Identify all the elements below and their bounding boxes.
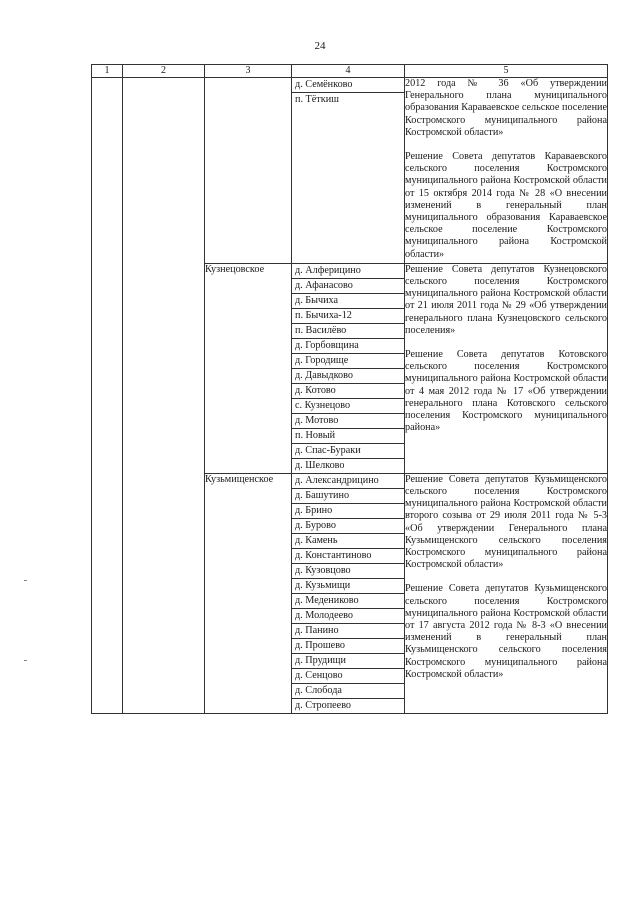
settlement-name: Кузнецовское	[205, 263, 292, 473]
margin-mark	[24, 660, 27, 661]
village-item: д. Городище	[292, 354, 404, 369]
document-reference: Решение Совета депутатов Кузьмищенского сельского поселения Костромского муниципального района Костромской области второго созыва от 29 июля 2011 года № 5-3 «Об утверждении Генерального плана Кузьмищенского сельского поселения Костромского муниципального района Костромской области»	[405, 473, 607, 571]
document-reference: Решение Совета депутатов Кузнецовского сельского поселения Костромского муниципального района Костромской области от 21 июля 2011 года № 29 «Об утверждении генерального плана Кузнецовского сельского поселения»	[405, 263, 607, 336]
village-item: д. Горбовщина	[292, 339, 404, 354]
column-header-4: 4	[292, 65, 405, 78]
village-item: д. Медениково	[292, 594, 404, 609]
margin-mark	[24, 580, 27, 581]
village-item: д. Бычиха	[292, 294, 404, 309]
table-row	[92, 78, 608, 264]
cell-number	[92, 78, 123, 714]
village-item: д. Александрицино	[292, 474, 404, 489]
village-item: д. Башутино	[292, 489, 404, 504]
village-item: д. Молодеево	[292, 609, 404, 624]
village-item: д. Кузовцово	[292, 564, 404, 579]
settlements-table	[91, 64, 608, 714]
documents-cell	[405, 78, 608, 264]
document-reference: Решение Совета депутатов Кузьмищенского сельского поселения Костромского муниципального района Костромской области от 17 августа 2012 года № 8-3 «О внесении изменений в генеральный план Кузьмищенского сельского поселения Костромского муниципального района Костромской области»	[405, 583, 607, 680]
village-list	[292, 474, 404, 713]
column-header-5: 5	[405, 65, 608, 78]
village-item: п. Василёво	[292, 324, 404, 339]
village-item: д. Прошево	[292, 639, 404, 654]
village-list-cell	[292, 78, 405, 264]
documents-cell	[405, 263, 608, 473]
village-item: д. Алферицино	[292, 264, 404, 279]
village-item: д. Мотово	[292, 414, 404, 429]
village-item: д. Спас-Бураки	[292, 444, 404, 459]
village-item: д. Константиново	[292, 549, 404, 564]
village-item: п. Бычиха-12	[292, 309, 404, 324]
column-header-3: 3	[205, 65, 292, 78]
village-item: д. Котово	[292, 384, 404, 399]
village-item: п. Тёткиш	[295, 94, 339, 105]
village-item: д. Стропеево	[295, 699, 352, 711]
village-list-cell	[292, 263, 405, 473]
village-item: д. Камень	[292, 534, 404, 549]
village-item: д. Слобода	[292, 684, 404, 699]
village-item: д. Шелково	[295, 459, 345, 471]
village-item: д. Афанасово	[292, 279, 404, 294]
column-header-row	[92, 65, 608, 78]
village-item: д. Сенцово	[292, 669, 404, 684]
column-header-2: 2	[123, 65, 205, 78]
village-item: д. Панино	[292, 624, 404, 639]
document-reference: 2012 года № 36 «Об утверждении Генерального плана муниципального образования Караваевское сельское поселение Костромского муниципального района Костромской области»	[405, 78, 607, 138]
village-item: д. Брино	[292, 504, 404, 519]
document-reference: Решение Совета депутатов Караваевского сельского поселения Костромского муниципального района Костромской области от 15 октября 2014 года № 28 «О внесении изменений в генеральный план муниципального образования Караваевское сельское поселение Костромского муниципального района Костромской области»	[405, 151, 607, 260]
settlement-name: Кузьмищенское	[205, 473, 292, 713]
village-item: д. Прудищи	[292, 654, 404, 669]
page-number: 24	[314, 40, 326, 52]
village-item: д. Давыдково	[292, 369, 404, 384]
cell-district	[123, 78, 205, 714]
village-list-cell	[292, 473, 405, 713]
village-item: д. Бурово	[292, 519, 404, 534]
village-list	[292, 264, 404, 473]
settlement-name	[205, 78, 292, 264]
column-header-1: 1	[92, 65, 123, 78]
documents-cell	[405, 473, 608, 713]
document-reference: Решение Совета депутатов Котовского сельского поселения Костромского муниципального района Костромской области от 4 мая 2012 года № 17 «Об утверждении генерального плана Котовского сельского поселения Костромского муниципального района»	[405, 349, 607, 434]
village-item: д. Кузьмищи	[292, 579, 404, 594]
village-item: д. Семёнково	[292, 78, 404, 93]
village-item: п. Новый	[292, 429, 404, 444]
village-item: с. Кузнецово	[292, 399, 404, 414]
village-list	[292, 78, 404, 107]
